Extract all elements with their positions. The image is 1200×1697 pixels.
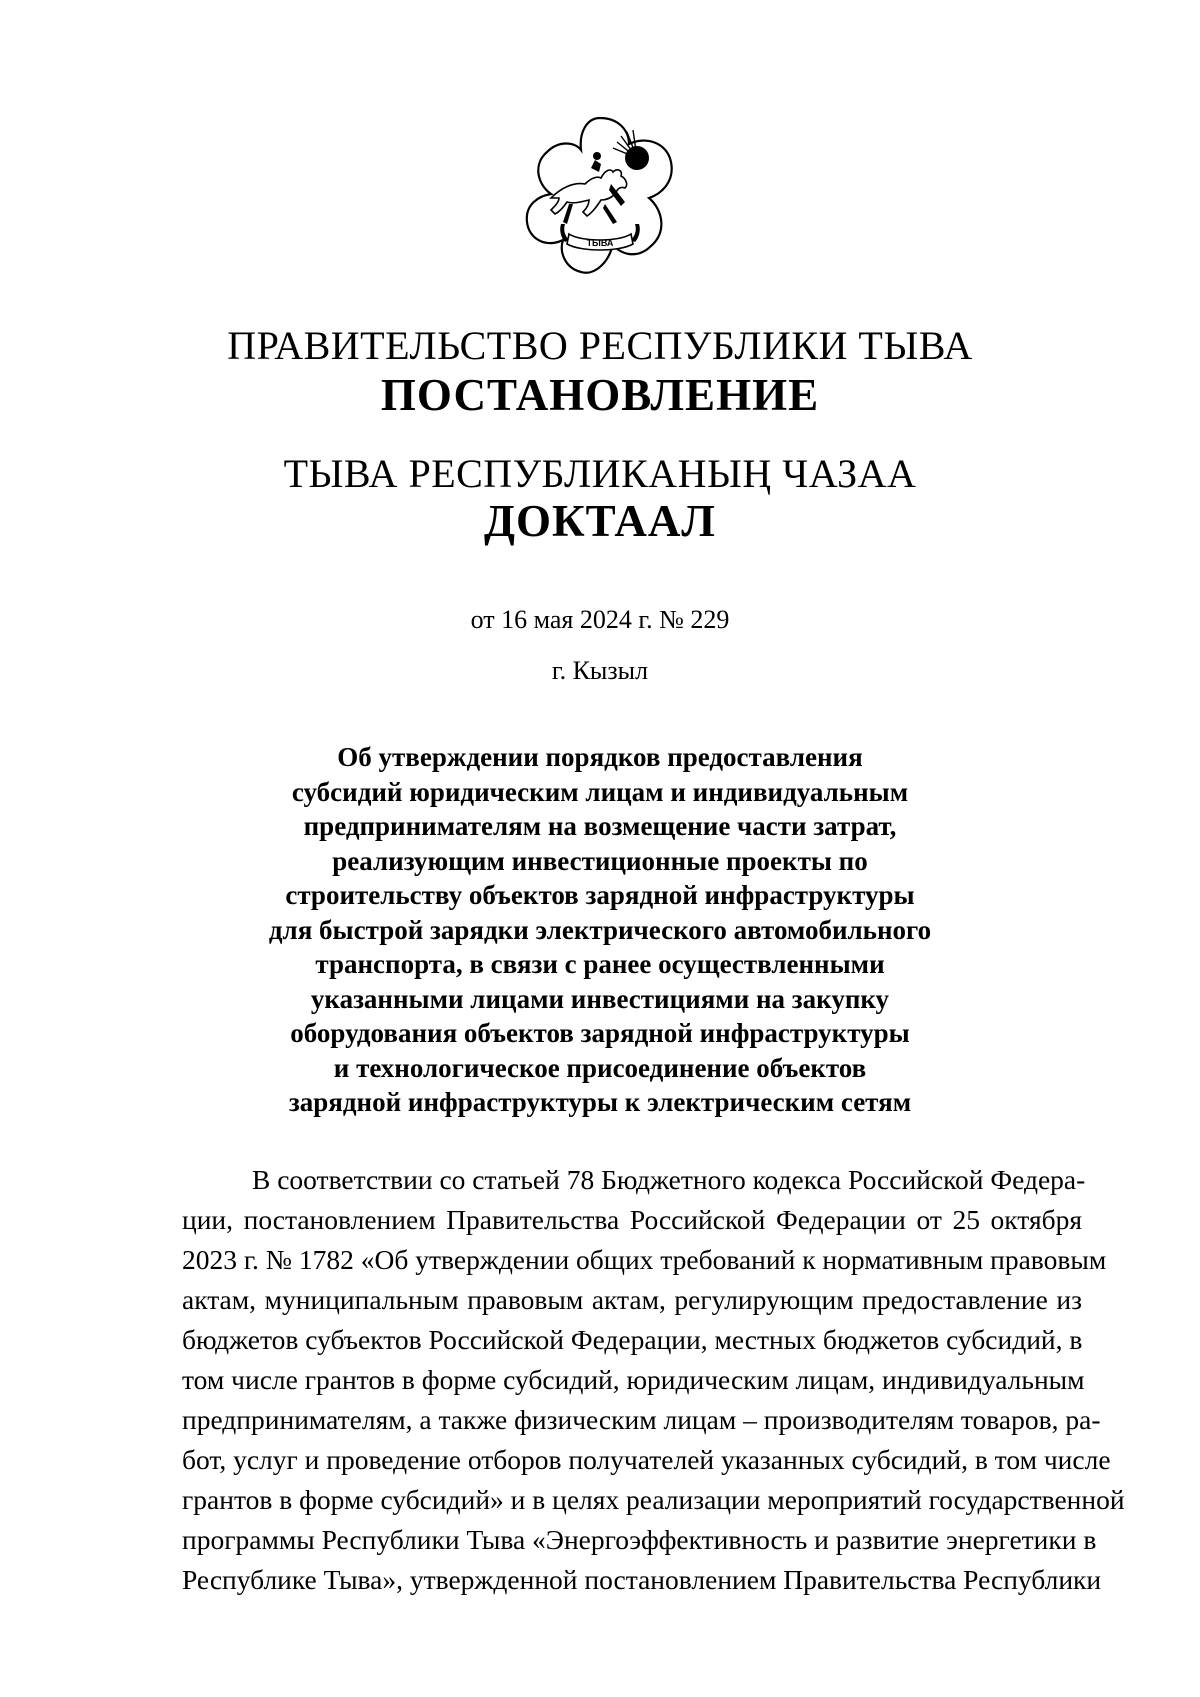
government-name-ru: ПРАВИТЕЛЬСТВО РЕСПУБЛИКИ ТЫВА xyxy=(227,323,973,368)
body-line: грантов в форме субсидий» и в целях реализации мероприятий государственной xyxy=(182,1484,1125,1515)
title-line: для быстрой зарядки электрического автомобильного xyxy=(268,914,932,945)
document-body xyxy=(182,1160,1125,1600)
document-date-number: от 16 мая 2024 г. № 229 xyxy=(470,605,730,634)
document-type-ru: ПОСТАНОВЛЕНИЕ xyxy=(380,370,820,420)
title-line: строительству объектов зарядной инфраструктуры xyxy=(285,880,915,910)
document-city: г. Кызыл xyxy=(551,656,649,685)
tuva-coat-of-arms-icon xyxy=(521,112,679,284)
title-line: предпринимателям на возмещение части затрат, xyxy=(303,811,897,841)
body-line: бот, услуг и проведение отборов получателей указанных субсидий, в том числе xyxy=(182,1444,1111,1475)
emblem-inscription: ТЫВА xyxy=(586,238,614,248)
body-line: предпринимателям, а также физическим лицам – производителям товаров, ра- xyxy=(182,1404,1101,1435)
body-line: актам, муниципальным правовым актам, регулирующим предоставление из xyxy=(182,1284,1082,1315)
title-line: зарядной инфраструктуры к электрическим сетям xyxy=(288,1087,912,1117)
title-line: транспорта, в связи с ранее осуществленными xyxy=(315,949,885,979)
title-line: Об утверждении порядков предоставления xyxy=(337,742,863,772)
body-line: Республике Тыва», утвержденной постановлением Правительства Республики xyxy=(182,1564,1102,1595)
body-line: программы Республики Тыва «Энергоэффективность и развитие энергетики в xyxy=(182,1524,1097,1555)
body-line: бюджетов субъектов Российской Федерации, местных бюджетов субсидий, в xyxy=(182,1324,1083,1355)
body-line: В соответствии со статьей 78 Бюджетного кодекса Российской Федера- xyxy=(252,1164,1086,1195)
title-line: субсидий юридическим лицам и индивидуальным xyxy=(291,776,909,807)
title-line: реализующим инвестиционные проекты по xyxy=(332,845,868,876)
body-line: ции, постановлением Правительства Российской Федерации от 25 октября xyxy=(182,1204,1082,1235)
body-line: том числе грантов в форме субсидий, юридическим лицам, индивидуальным xyxy=(182,1364,1085,1395)
government-name-tyv: ТЫВА РЕСПУБЛИКАНЫҢ ЧАЗАА xyxy=(283,451,917,496)
title-line: указанными лицами инвестициями на закупку xyxy=(310,983,890,1014)
title-line: и технологическое присоединение объектов xyxy=(333,1052,867,1083)
document-type-tyv: ДОКТААЛ xyxy=(484,496,716,546)
body-line: 2023 г. № 1782 «Об утверждении общих требований к нормативным правовым xyxy=(182,1244,1107,1275)
title-line: оборудования объектов зарядной инфраструктуры xyxy=(290,1018,910,1048)
document-title xyxy=(240,740,960,1120)
